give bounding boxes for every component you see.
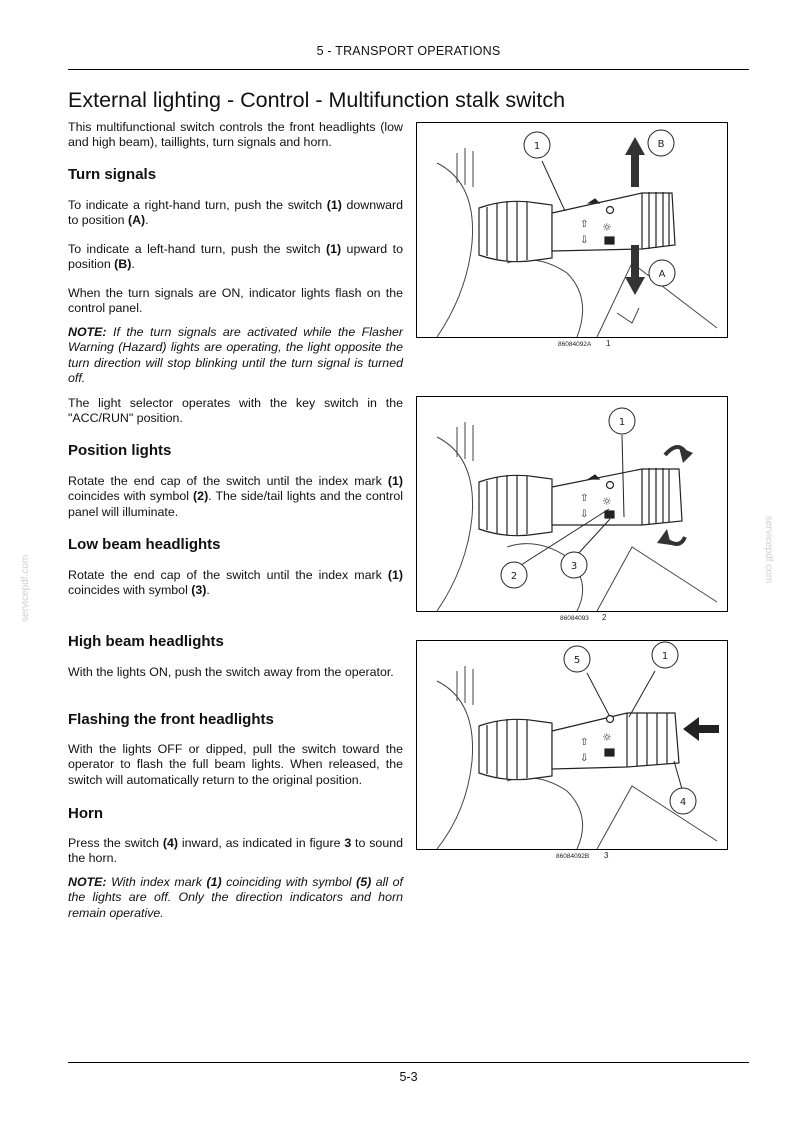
svg-text:☼: ☼	[602, 731, 612, 744]
horn-heading: Horn	[68, 805, 103, 822]
figure-3-illustration	[417, 641, 727, 849]
section-header: 5 - TRANSPORT OPERATIONS	[316, 44, 501, 58]
indicator-paragraph: When the turn signals are ON, indicator lights flash on the control panel.	[68, 286, 403, 316]
page-number: 5-3	[399, 1070, 418, 1084]
low-beam-paragraph: Rotate the end cap of the switch until the index mark (1) coincides with symbol (3).	[68, 568, 403, 598]
figure-2-number: 2	[602, 613, 607, 622]
right-turn-paragraph: To indicate a right-hand turn, push the switch (1) downward to position (A).	[68, 198, 403, 228]
figure-3-code: 86084092B	[556, 853, 590, 860]
figure-2-code: 86084093	[560, 615, 589, 622]
position-lights-heading: Position lights	[68, 442, 172, 459]
figure-3-stalk-switch	[416, 640, 728, 850]
svg-text:⇧: ⇧	[580, 737, 589, 748]
svg-text:⇩: ⇩	[580, 753, 589, 764]
flashing-paragraph: With the lights OFF or dipped, pull the switch toward the operator to flash the full beam lights. When released, the switch will automatically return to the original position.	[68, 742, 403, 787]
high-beam-heading: High beam headlights	[68, 633, 224, 650]
horn-paragraph: Press the switch (4) inward, as indicated in figure 3 to sound the horn.	[68, 836, 403, 866]
left-turn-paragraph: To indicate a left-hand turn, push the switch (1) upward to position (B).	[68, 242, 403, 272]
page-title: External lighting - Control - Multifunction stalk switch	[68, 88, 566, 112]
figure-1-code: 86084092A	[558, 341, 592, 348]
low-beam-heading: Low beam headlights	[68, 536, 221, 553]
svg-text:⇧: ⇧	[580, 493, 589, 504]
figure-2-callout-1: 1	[618, 417, 626, 428]
footer-rule	[68, 1062, 749, 1063]
figure-1-illustration	[417, 123, 727, 337]
svg-text:☼: ☼	[602, 221, 612, 234]
figure-2-callout-3: 3	[570, 561, 578, 572]
flashing-heading: Flashing the front headlights	[68, 711, 274, 728]
position-lights-paragraph: Rotate the end cap of the switch until the index mark (1) coincides with symbol (2). The side/tail lights and the control panel will illuminate.	[68, 474, 403, 519]
figure-1-callout-a: A	[658, 269, 666, 280]
turn-signal-note: NOTE: If the turn signals are activated while the Flasher Warning (Hazard) lights are operating, the light opposite the turn direction will stop blinking until the turn signal is turned off.	[68, 325, 403, 386]
figure-3-callout-4: 4	[679, 797, 687, 808]
svg-text:⇩: ⇩	[580, 235, 589, 246]
figure-2-illustration	[417, 397, 727, 611]
svg-text:☼: ☼	[602, 495, 612, 508]
figure-1-stalk-switch	[416, 122, 728, 338]
svg-text:⇧: ⇧	[580, 219, 589, 230]
figure-1-callout-1: 1	[533, 141, 541, 152]
figure-1-number: 1	[606, 339, 611, 348]
header-rule	[68, 69, 749, 70]
selector-paragraph: The light selector operates with the key switch in the "ACC/RUN" position.	[68, 396, 403, 426]
turn-signals-heading: Turn signals	[68, 166, 157, 183]
figure-2-callout-2: 2	[510, 571, 518, 582]
figure-3-number: 3	[604, 851, 609, 860]
svg-text:⇩: ⇩	[580, 509, 589, 520]
watermark-left: servicepdf.com	[20, 554, 31, 622]
high-beam-paragraph: With the lights ON, push the switch away from the operator.	[68, 665, 394, 679]
figure-2-stalk-switch	[416, 396, 728, 612]
figure-3-callout-5: 5	[573, 655, 581, 666]
figure-3-callout-1: 1	[661, 651, 669, 662]
watermark-right: servicepdf.com	[763, 516, 774, 584]
intro-paragraph: This multifunctional switch controls the front headlights (low and high beam), taillights, turn signals and horn.	[68, 120, 403, 150]
figure-1-callout-b: B	[657, 139, 665, 150]
horn-note: NOTE: With index mark (1) coinciding with symbol (5) all of the lights are off. Only the direction indicators and horn remain operative.	[68, 875, 403, 920]
